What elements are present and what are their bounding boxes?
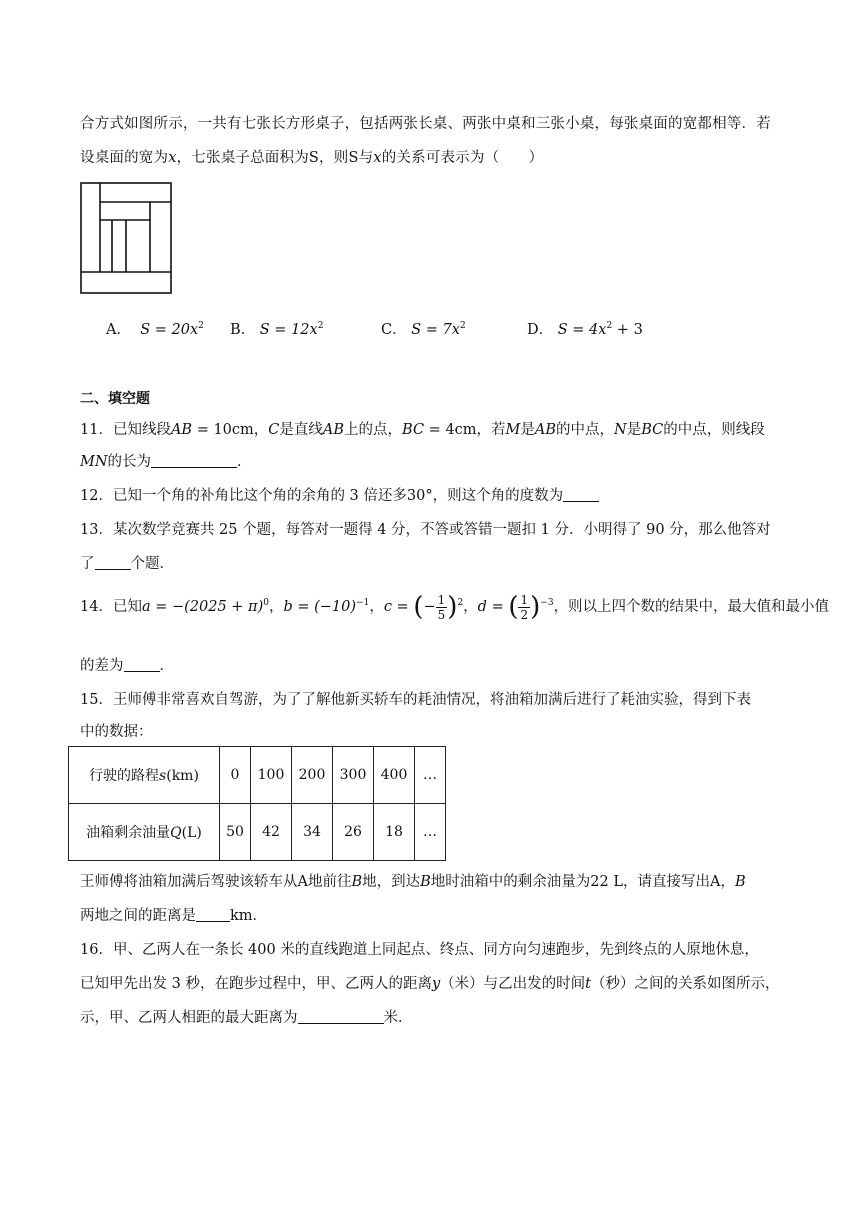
denominator: 5 <box>437 607 446 622</box>
option-a-expr: S = 20x <box>140 322 199 338</box>
q12-angle: 30° <box>406 488 433 504</box>
q15-text: 王师傅将油箱加满后驾驶该轿车从 <box>80 874 298 890</box>
answer-blank[interactable] <box>196 907 230 922</box>
section-title: 二、填空题 <box>80 391 150 407</box>
q11-var: N <box>614 422 627 438</box>
q16-text: 米． <box>383 1010 413 1026</box>
table-cell: 34 <box>292 804 333 861</box>
var-y: y <box>431 976 441 992</box>
table-row <box>69 747 446 804</box>
option-a-exp: 2 <box>198 321 204 332</box>
var-q: Q <box>170 825 182 841</box>
q11-text: 的中点， <box>556 422 615 438</box>
place-a: A <box>710 874 721 890</box>
option-d-tail: + 3 <box>612 322 643 338</box>
q11-text: = 10cm， <box>192 422 269 438</box>
answer-blank[interactable] <box>563 487 599 502</box>
q15-line3 <box>80 870 746 891</box>
table-cell: 200 <box>292 747 333 804</box>
q14-line1: 14．已知$a = -(2025 + \pi)^0$，$b = (-10)^{-1}$，c = (− $\frac{1}{5}$ )$^2$，d = ( $\frac{1}{2}$ )$^{-3}$，则以上四个数的结果中，最大值和最小值 <box>80 592 830 622</box>
q15-text: ，请直接写出 <box>623 874 710 890</box>
answer-blank[interactable] <box>95 555 131 570</box>
q16-text: 示，甲、乙两人相距的最大距离为 <box>80 1010 298 1026</box>
q13-text: 了 <box>80 556 95 572</box>
q15-line4 <box>80 904 267 925</box>
q14-exp: −1 <box>356 598 370 609</box>
paren: ) <box>447 592 458 622</box>
numerator: 1 <box>520 592 529 607</box>
q11-var: AB <box>322 422 345 438</box>
var-s: s <box>159 768 167 784</box>
table-cell: 100 <box>251 747 292 804</box>
option-b-expr: S = 12x <box>259 322 318 338</box>
option-b[interactable] <box>230 318 323 339</box>
table-cell: … <box>415 747 446 804</box>
answer-blank[interactable] <box>124 657 160 672</box>
q14-text: 的差为 <box>80 658 124 674</box>
q15-text: 地时油箱中的剩余油量为 <box>430 874 591 890</box>
q11-var: C <box>268 422 280 438</box>
q15-text: ， <box>720 874 735 890</box>
q11-var: MN <box>80 454 108 470</box>
q14-text: ，则以上四个数的结果中，最大值和最小值 <box>553 599 830 615</box>
q16-text: （秒）之间的关系如图所示， <box>590 976 780 992</box>
table-cell: … <box>415 804 446 861</box>
q15-text: 两地之间的距离是 <box>80 908 196 924</box>
q11-text: 是直线 <box>279 422 323 438</box>
var-s: S <box>308 150 320 166</box>
q13-line2 <box>80 552 174 573</box>
q11-line1 <box>80 418 765 439</box>
var-t: t <box>585 976 591 992</box>
q13-text: 个题． <box>130 556 174 572</box>
q15-text: 地，到达 <box>362 874 421 890</box>
fraction <box>518 593 530 622</box>
q11-text: 上的点， <box>344 422 403 438</box>
answer-blank[interactable] <box>298 1009 384 1024</box>
table-cell: 300 <box>333 747 374 804</box>
row-header: 行驶的路程s(km) <box>69 747 220 804</box>
option-b-exp: 2 <box>317 321 324 332</box>
fraction <box>436 593 448 622</box>
q10-text: 设桌面的宽为 <box>80 150 169 166</box>
option-d-exp: 2 <box>606 321 613 332</box>
unit: L <box>187 825 197 841</box>
q11-text: 的中点，则线段 <box>663 422 765 438</box>
table-cell: 0 <box>220 747 251 804</box>
q12-text: ，则这个角的度数为 <box>432 488 564 504</box>
q11-text: 的长为 <box>107 454 152 470</box>
q11-var: M <box>505 422 521 438</box>
numerator: 1 <box>437 592 446 607</box>
option-c[interactable] <box>381 318 466 339</box>
q15-value: 22 L <box>590 874 623 890</box>
q14-expr-c: c = <box>383 599 414 615</box>
q10-text: 的关系可表示为（ ） <box>381 150 544 166</box>
option-a-label: A． <box>106 322 131 338</box>
paren: ) <box>530 592 541 622</box>
q13-line1: 13．某次数学竞赛共 25 个题，每答对一题得 4 分，不答或答错一题扣 1 分．小明得了 90 分，那么他答对 <box>80 522 771 538</box>
table-row <box>69 804 446 861</box>
q14-exp: −3 <box>540 598 554 609</box>
q11-text: 11．已知线段 <box>80 422 171 438</box>
q14-expr-d: d = <box>477 599 509 615</box>
var-x: x <box>168 150 177 166</box>
q15-text: ． <box>252 908 268 924</box>
table-cell: 50 <box>220 804 251 861</box>
q15-line2: 中的数据： <box>80 724 153 740</box>
place-b: B <box>420 874 431 890</box>
q10-text: ，七张桌子总面积为 <box>176 150 309 166</box>
q16-line2 <box>80 972 779 993</box>
var-x: x <box>373 150 382 166</box>
place-b: B <box>734 874 746 890</box>
q14-expr-a: a = −(2025 + π) <box>141 599 264 615</box>
unit: km <box>171 768 194 784</box>
q12-line <box>80 484 599 505</box>
q16-text: （米）与乙出发的时间 <box>440 976 586 992</box>
tables-arrangement-figure <box>80 182 174 296</box>
q11-var: BC <box>641 422 664 438</box>
q14-line2 <box>80 654 174 675</box>
option-d-expr: S = 4x <box>557 322 607 338</box>
denominator: 2 <box>520 607 529 622</box>
row-header: 油箱剩余油量Q(L) <box>69 804 220 861</box>
option-d[interactable] <box>527 318 643 339</box>
q15-line1: 15．王师傅非常喜欢自驾游，为了了解他新买轿车的耗油情况，将油箱加满后进行了耗油实验，得到下表 <box>80 692 751 708</box>
q11-line2 <box>80 450 252 471</box>
q10-text: 与 <box>358 150 374 166</box>
q14-expr-b: b = (−10) <box>283 599 357 615</box>
table-cell: 42 <box>251 804 292 861</box>
header-text: 行驶的路程 <box>89 768 160 784</box>
q11-var: BC <box>402 422 425 438</box>
option-c-exp: 2 <box>459 321 466 332</box>
q11-text: ． <box>237 454 252 470</box>
q14-exp: 0 <box>263 598 269 609</box>
q14-text: ． <box>159 658 174 674</box>
q14-exp: 2 <box>457 598 464 609</box>
q11-text: 是 <box>520 422 535 438</box>
paren: ( <box>413 592 424 622</box>
answer-blank[interactable] <box>151 453 237 468</box>
place-a: A <box>297 874 308 890</box>
q16-line3 <box>80 1006 413 1027</box>
q11-text: = 4cm，若 <box>424 422 506 438</box>
option-a[interactable] <box>106 318 204 339</box>
q11-text: 是 <box>626 422 642 438</box>
table-cell: 18 <box>374 804 415 861</box>
q14-text: 14．已知 <box>80 599 142 615</box>
table-cell: 26 <box>333 804 374 861</box>
option-c-label: C． <box>381 322 407 338</box>
fuel-data-table <box>68 746 446 861</box>
q10-text: ，则 <box>319 150 349 166</box>
q16-text: 已知甲先出发 3 秒，在跑步过程中，甲、乙两人的距离 <box>80 976 432 992</box>
option-c-expr: S = 7x <box>411 322 460 338</box>
paren: ( <box>508 592 519 622</box>
table-cell: 400 <box>374 747 415 804</box>
q15-text: 地前往 <box>307 874 352 890</box>
place-b: B <box>351 874 363 890</box>
var-s: S <box>348 150 359 166</box>
option-d-label: D． <box>527 322 554 338</box>
q11-var: AB <box>534 422 557 438</box>
q14-sign: − <box>423 599 436 615</box>
option-b-label: B． <box>230 322 256 338</box>
q15-unit: km <box>230 908 253 924</box>
q12-text: 12．已知一个角的补角比这个角的余角的 3 倍还多 <box>80 488 407 504</box>
q10-line1: 合方式如图所示，一共有七张长方形桌子，包括两张长桌、两张中桌和三张小桌，每张桌面的宽都相等．若 <box>80 116 771 132</box>
q16-line1: 16．甲、乙两人在一条长 400 米的直线跑道上同起点、终点、同方向匀速跑步，先到终点的人原地休息， <box>80 942 759 958</box>
q10-line2 <box>80 146 543 167</box>
q11-var: AB <box>170 422 193 438</box>
header-text: 油箱剩余油量 <box>86 825 171 841</box>
